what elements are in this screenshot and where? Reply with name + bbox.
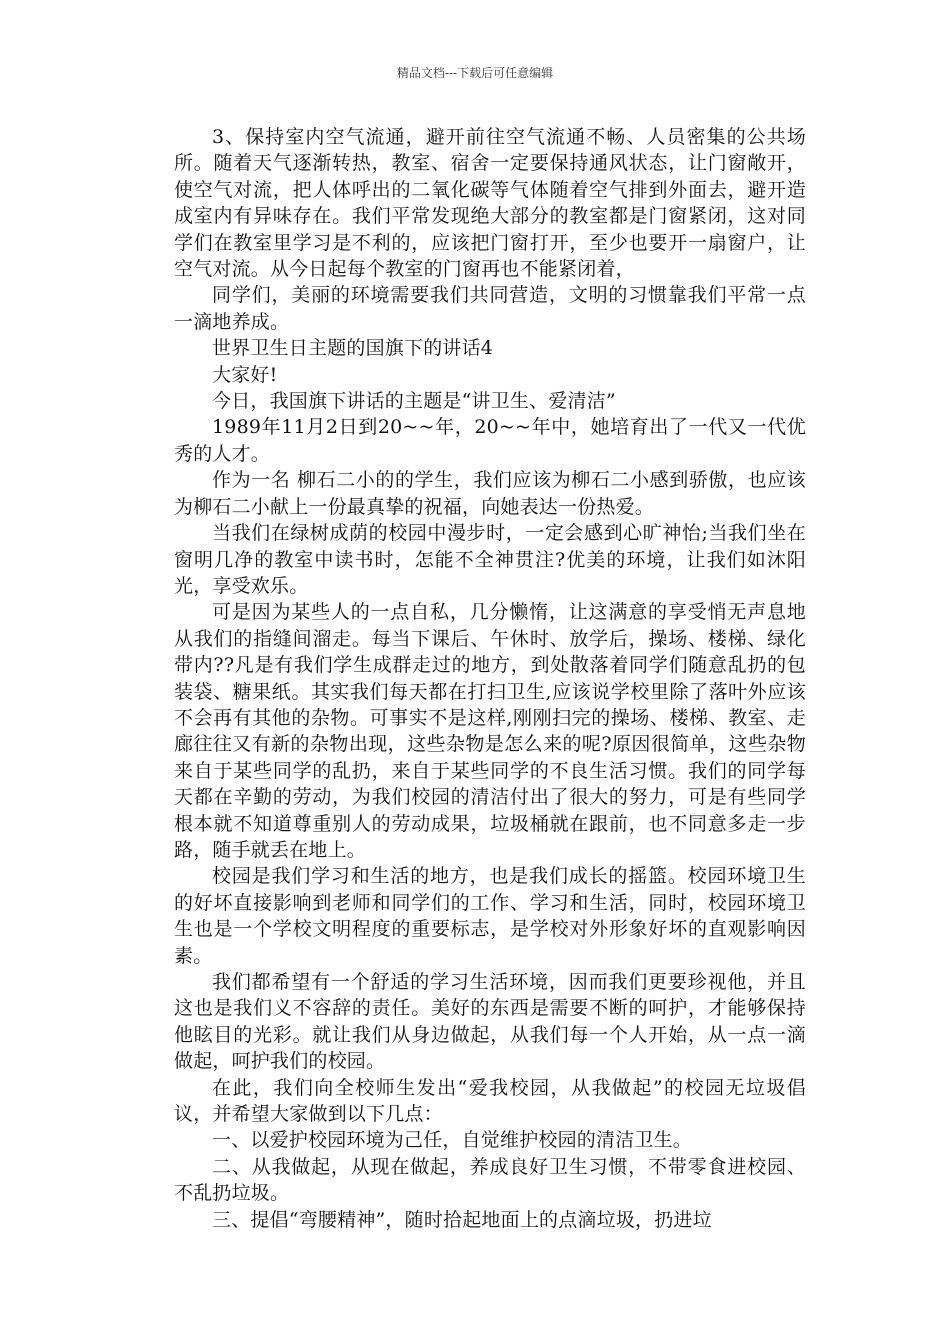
paragraph-litter: 可是因为某些人的一点自私，几分懒惰，让这满意的享受悄无声息地从我们的指缝间溜走。每当下课后、午休时、放学后，操场、楼梯、绿化带内??凡是有我们学生成群走过的地方，到处散落着同学们随意乱扔的包装袋、糖果纸。其实我们每天都在打扫卫生,应该说学校里除了落叶外应该不会再有其他的杂物。可事实不是这样,刚刚扫完的操场、楼梯、教室、走廊往往又有新的杂物出现，这些杂物是怎么来的呢?原因很简单，这些杂物来自于某些同学的乱扔，来自于某些同学的不良生活习惯。我们的同学每天都在辛勤的劳动，为我们校园的清洁付出了很大的努力，可是有些同学根本就不知道尊重别人的劳动成果，垃圾桶就在跟前，也不同意多走一步路，随手就丢在地上。 [174,601,806,861]
page-header: 精品文档---下载后可任意编辑 [396,66,554,80]
paragraph-campus: 校园是我们学习和生活的地方，也是我们成长的摇篮。校园环境卫生的好坏直接影响到老师和同学们的工作、学习和生活，同时，校园环境卫生也是一个学校文明程度的重要标志，是学校对外形象好坏的直观影响因素。 [174,865,806,967]
document-body [174,124,806,1233]
paragraph-ventilation: 3、保持室内空气流通，避开前往空气流通不畅、人员密集的公共场所。随着天气逐渐转热，教室、宿舍一定要保持通风状态，让门窗敞开，使空气对流，把人体呼出的二氧化碳等气体随着空气排到外面去，避开造成室内有异味存在。我们平常发现绝大部分的教室都是门窗紧闭，这对同学们在教室里学习是不利的，应该把门窗打开，至少也要开一扇窗户，让空气对流。从今日起每个教室的门窗再也不能紧闭着， [174,126,806,281]
list-item-1: 一、以爱护校园环境为己任，自觉维护校园的清洁卫生。 [212,1129,693,1152]
list-item-2: 二、从我做起，从现在做起，养成良好卫生习惯，不带零食进校园、不乱扔垃圾。 [174,1155,806,1205]
paragraph-greeting: 大家好! [212,363,278,386]
paragraph-history: 1989年11月2日到20~~年，20~~年中，她培育出了一代又一代优秀的人才。 [174,416,806,465]
paragraph-initiative: 在此，我们向全校师生发出“爱我校园，从我做起”的校园无垃圾倡议，并希望大家做到以下几点： [174,1076,806,1126]
speech-title: 世界卫生日主题的国旗下的讲话4 [212,337,494,360]
paragraph-topic: 今日，我国旗下讲话的主题是“讲卫生、爱清洁” [212,390,616,413]
paragraph-responsibility: 我们都希望有一个舒适的学习生活环境，因而我们更要珍视他，并且这也是我们义不容辞的责任。美好的东西是需要不断的呵护，才能够保持他眩目的光彩。就让我们从身边做起，从我们每一个人开始，从一点一滴做起，呵护我们的校园。 [174,971,806,1073]
paragraph-pride: 作为一名 柳石二小的的学生，我们应该为柳石二小感到骄傲，也应该为柳石二小献上一份最真挚的祝福，向她表达一份热爱。 [174,469,806,518]
paragraph-classmates: 同学们，美丽的环境需要我们共同营造，文明的习惯靠我们平常一点一滴地养成。 [174,284,806,333]
paragraph-environment: 当我们在绿树成荫的校园中漫步时，一定会感到心旷神怡;当我们坐在窗明几净的教室中读书时，怎能不全神贯注?优美的环境，让我们如沐阳光，享受欢乐。 [174,522,806,597]
list-item-3: 三、提倡“弯腰精神”，随时拾起地面上的点滴垃圾，扔进垃 [212,1208,712,1231]
